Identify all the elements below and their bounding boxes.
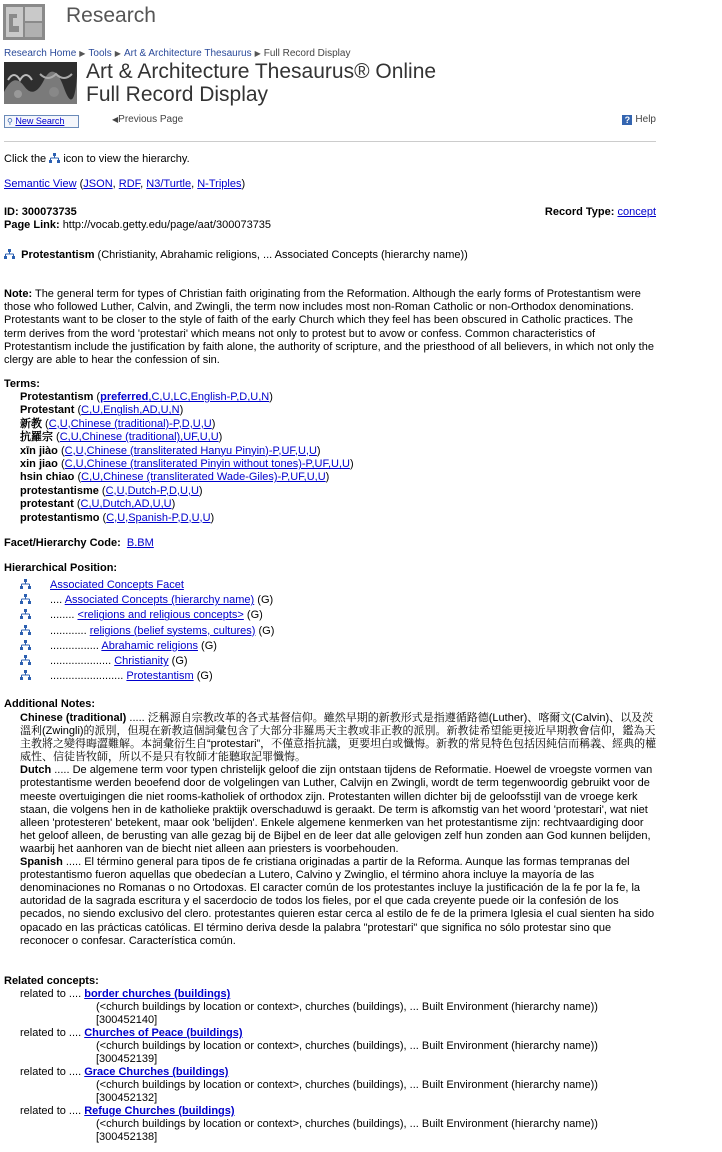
- page-link: Page Link: http://vocab.getty.edu/page/aat/300073735: [4, 219, 272, 231]
- record-id: ID: 300073735: [4, 206, 77, 218]
- guide-term-marker[interactable]: (G): [196, 670, 213, 683]
- term-name: xīn jiào: [20, 444, 58, 457]
- hierarchy-heading: Hierarchical Position:: [4, 562, 118, 574]
- new-search-button[interactable]: ⚲ New Search: [4, 115, 79, 128]
- term-flags-link[interactable]: preferred,C,U,LC,English-P,D,U,N: [100, 391, 270, 403]
- guide-term-marker[interactable]: (G): [257, 594, 274, 607]
- hierarchy-dots: ....: [50, 594, 65, 607]
- json-link[interactable]: JSON: [83, 178, 113, 190]
- hierarchy-link[interactable]: Associated Concepts Facet: [50, 579, 184, 591]
- related-context: (<church buildings by location or context>, churches (buildings), ... Built Environment (hierarchy name)) [300452139]: [96, 1040, 598, 1065]
- related-context: (<church buildings by location or context>, churches (buildings), ... Built Environment (hierarchy name)) [300452140]: [96, 1001, 598, 1026]
- related-link[interactable]: Refuge Churches (buildings): [84, 1105, 235, 1117]
- search-icon: ⚲: [7, 117, 13, 126]
- hierarchy-link[interactable]: Protestantism: [126, 670, 194, 683]
- term-name: protestantismo: [20, 511, 100, 524]
- additional-notes: [20, 712, 657, 948]
- breadcrumb-separator-icon: ▶: [114, 49, 121, 58]
- hierarchy-link[interactable]: Christianity: [114, 654, 169, 667]
- term-flags-link[interactable]: C,U,Chinese (transliterated Hanyu Pinyin)-P,UF,U,U: [64, 444, 317, 457]
- page-subtitle: Full Record Display: [86, 83, 269, 106]
- rdf-link[interactable]: RDF: [118, 178, 141, 190]
- term-row: protestant (C,U,Dutch,AD,U,U): [20, 498, 176, 511]
- hierarchy-dots: ....................: [50, 654, 115, 667]
- term-flags-link[interactable]: C,U,Chinese (traditional),UF,U,U: [59, 431, 219, 444]
- term-row: Protestantism (preferred,C,U,LC,English-P,D,U,N): [20, 391, 273, 403]
- facet-code-link[interactable]: B.BM: [126, 537, 154, 549]
- preferred-flag: preferred: [100, 391, 149, 403]
- term-row: 抗羅宗 (C,U,Chinese (traditional),UF,U,U): [20, 431, 223, 444]
- term-name: Protestant: [20, 404, 75, 417]
- term-flags-link[interactable]: C,U,Chinese (transliterated Wade-Giles)-P,UF,U,U: [81, 471, 326, 484]
- toolbar: [4, 114, 656, 130]
- related-row: [20, 1027, 657, 1040]
- hierarchy-icon[interactable]: [20, 594, 31, 605]
- guide-term-marker[interactable]: (G): [246, 609, 263, 622]
- record-type: Record Type: concept: [544, 206, 656, 218]
- note-language: Dutch: [20, 764, 52, 777]
- term-name: Protestantism: [20, 391, 94, 403]
- related-label: related to ....: [20, 1105, 82, 1117]
- hierarchy-link[interactable]: Associated Concepts (hierarchy name): [64, 594, 255, 607]
- hierarchy-link[interactable]: <religions and religious concepts>: [77, 609, 244, 622]
- hierarchy-icon[interactable]: [20, 625, 31, 636]
- previous-page-link[interactable]: ◀Previous Page: [112, 114, 184, 125]
- semantic-view: Semantic View (JSON, RDF, N3/Turtle, N-Triples): [4, 178, 246, 190]
- hierarchy-icon[interactable]: [20, 640, 31, 651]
- guide-term-marker[interactable]: (G): [171, 654, 188, 667]
- related-row: [20, 1105, 657, 1118]
- terms-list: [20, 391, 354, 525]
- term-flags-link[interactable]: C,U,English,AD,U,N: [81, 404, 180, 417]
- scope-note: Note: The general term for types of Christian faith originating from the Reformation. Although the early forms of Protestantism were those who followed Luther, Calvin, and Zwingli, the term now includes most non-Roman Catholic or non-Orthodox denominations. Protestants want to be closer to the style of faith of the early Church which they feel has been obscured in Catholic practices. The term derives from the word 'protestari' which means not only to protest but to avow or confess. Common characteristics of Protestantism include the justification by faith alone, the authority of scripture, and the priesthood of all believers, in which not only the clergy are able to hear the confession of sin.: [4, 288, 654, 367]
- term-name: 抗羅宗: [20, 431, 53, 444]
- additional-note: Chinese (traditional) ..... 泛稱源自宗教改革的各式基督信仰。雖然早期的新教形式是指遵循路德(Luther)、喀爾文(Calvin)、以及茨溫利(Zwingli)的派別，但現在新教這個詞彙包含了大部分非羅馬天主教或非正教的派別。新教徒希望能更接近早期教會信仰，鑑為天主教將之變得晦澀難解。本詞彙衍生自“protestari”，不僅意指抗議，更要坦白或懺悔。新教的常見特色包括因純信而稱義、經典的權威性、信徒皆牧師，所以不是只有牧師才能聽取記罪懺悔。: [20, 712, 657, 764]
- term-flags-link[interactable]: C,U,Spanish-P,D,U,U: [106, 511, 211, 524]
- semantic-view-link[interactable]: Semantic View: [4, 178, 77, 190]
- term-flags-link[interactable]: C,U,Dutch,AD,U,U: [80, 498, 172, 511]
- term-flags-link[interactable]: C,U,Chinese (transliterated Pinyin without tones)-P,UF,U,U: [64, 458, 350, 471]
- term-row: xin jiao (C,U,Chinese (transliterated Pinyin without tones)-P,UF,U,U): [20, 458, 354, 471]
- hierarchy-link[interactable]: religions (belief systems, cultures): [89, 624, 256, 637]
- hierarchy-icon[interactable]: [20, 655, 31, 666]
- hierarchy-icon: [49, 153, 60, 164]
- additional-note: Spanish ..... El término general para tipos de fe cristiana originadas a partir de la Reforma. Aunque las formas tempranas del protestantismo fueron aquellas que obedecían a Lutero, Calvino y Zwinglio, el término ahora incluye la mayoría de las denominaciones no Romanas o no Ortodoxas. El caracter común de los protestantes incluye la justificación de la fe por la fe, la autoridad de la sagrada escritura y el sacerdocio de todos los fieles, por el que cada creyente puede oir la confesión de los pecados, no siendo exclusivo del clero. protestantes quieren estar cerca al estilo de fe de la primera Iglesia el cual sienten ha sido opacado en las prácticas católicas. El término deriva desde la palabra "protestari" que significa no sólo protestar sino que reconocer o confesar. Característica común.: [20, 856, 655, 947]
- hierarchy-dots: ............: [50, 624, 90, 637]
- term-name: hsin chiao: [20, 471, 75, 484]
- related-link[interactable]: Churches of Peace (buildings): [84, 1027, 243, 1039]
- header-image: [4, 62, 77, 104]
- help-icon: ?: [622, 115, 632, 125]
- related-label: related to ....: [20, 1027, 82, 1039]
- hierarchy-dots: ........: [50, 609, 78, 622]
- note-text: El término general para tipos de fe cristiana originadas a partir de la Reforma. Aunque las formas tempranas del protestantismo fueron aquellas que obedecían a Lutero, Calvino y Zwinglio, el término ahora incluye la mayoría de las denominaciones no Romanas o no Ortodoxas. El caracter común de los protestantes incluye la justificación de la fe por la fe, la autoridad de la sagrada escritura y el sacerdocio de todos los fieles, por el que cada creyente puede oir la confesión de los pecados, no siendo exclusivo del clero. protestantes quieren estar cerca al estilo de fe de la primera Iglesia el cual sienten ha sido opacado en las prácticas católicas. El término deriva desde la palabra "protestari" que significa no sólo protestar sino que reconocer o confesar. Característica común.: [20, 856, 655, 947]
- guide-term-marker[interactable]: (G): [201, 639, 217, 652]
- hierarchy-dots: ........................: [50, 670, 127, 683]
- related-link[interactable]: border churches (buildings): [84, 988, 231, 1000]
- hierarchy-icon[interactable]: [20, 609, 31, 620]
- record-heading: Protestantism (Christianity, Abrahamic religions, ... Associated Concepts (hierarchy name)): [4, 249, 468, 261]
- related-label: related to ....: [20, 988, 82, 1000]
- term-flags-link[interactable]: C,U,Chinese (traditional)-P,D,U,U: [48, 417, 212, 430]
- related-row: [20, 1066, 657, 1079]
- hierarchy-link[interactable]: Abrahamic religions: [101, 639, 198, 652]
- breadcrumb: [4, 48, 350, 59]
- related-link[interactable]: Grace Churches (buildings): [84, 1066, 229, 1078]
- term-flags-link[interactable]: C,U,Dutch-P,D,U,U: [105, 484, 199, 497]
- site-name: Research: [66, 4, 156, 27]
- chevron-left-icon: ◀: [112, 115, 119, 124]
- breadcrumb-separator-icon: ▶: [254, 49, 261, 58]
- breadcrumb-aat[interactable]: Art & Architecture Thesaurus: [123, 48, 252, 59]
- related-label: related to ....: [20, 1066, 82, 1078]
- hierarchy-icon[interactable]: [20, 670, 31, 681]
- n-triples-link[interactable]: N-Triples: [197, 178, 242, 190]
- hierarchy-hint: Click the icon to view the hierarchy.: [4, 153, 190, 165]
- n3-turtle-link[interactable]: N3/Turtle: [146, 178, 192, 190]
- term-row: Protestant (C,U,English,AD,U,N): [20, 404, 184, 417]
- related-row: [20, 988, 657, 1001]
- related-concepts: [20, 988, 657, 1144]
- related-context: (<church buildings by location or context>, churches (buildings), ... Built Environment (hierarchy name)) [300452132]: [96, 1079, 598, 1104]
- breadcrumb-separator-icon: ▶: [79, 49, 86, 58]
- breadcrumb-research-home[interactable]: Research Home: [4, 48, 77, 59]
- page-title: Art & Architecture Thesaurus® Online: [86, 60, 437, 83]
- hierarchy-icon[interactable]: [4, 249, 15, 260]
- term-row: xīn jiào (C,U,Chinese (transliterated Hanyu Pinyin)-P,UF,U,U): [20, 444, 321, 457]
- record-type-link[interactable]: concept: [617, 206, 656, 218]
- term-row: protestantisme (C,U,Dutch-P,D,U,U): [20, 484, 203, 497]
- breadcrumb-tools[interactable]: Tools: [88, 48, 112, 59]
- term-name: protestant: [20, 498, 74, 511]
- note-language: Chinese (traditional): [20, 712, 127, 724]
- breadcrumb-current: Full Record Display: [263, 48, 351, 59]
- getty-logo[interactable]: [3, 4, 45, 40]
- help-link[interactable]: ? Help: [622, 114, 656, 125]
- additional-note: Dutch ..... De algemene term voor typen christelijk geloof die zijn ontstaan tijdens de Reformatie. Hoewel de vroegste vormen van protestantisme werden beoefend door de volgelingen van Luther, Calvijn en Zwingli, wordt de term tegenwoordig gebruikt voor de meeste overtuigingen die niet rooms-katholiek of orthodox zijn. Protestanten willen dichter bij de geloofsstijl van de vroege kerk staan, die volgens hen in de katholieke praktijk overschaduwd is geraakt. De term is afkomstig van het woord 'protestari', wat niet alleen 'protesteren' betekent, maar ook 'belijden'. Enkele algemene kenmerken van het protestantisme zijn: rechtvaardiging door het geloof alleen, de berusting van alle gezag bij de Bijbel en de leer dat alle gelovigen zelf hun zonden aan God kunnen belijden, waarbij het aanhoren van de biecht niet alleen aan priesters is voorbehouden.: [20, 764, 653, 855]
- additional-notes-heading: Additional Notes:: [4, 698, 96, 710]
- term-row: 新教 (C,U,Chinese (traditional)-P,D,U,U): [20, 417, 216, 430]
- divider: [4, 141, 656, 142]
- term-row: protestantismo (C,U,Spanish-P,D,U,U): [20, 511, 215, 524]
- hierarchy-icon[interactable]: [20, 579, 31, 590]
- term-row: hsin chiao (C,U,Chinese (transliterated Wade-Giles)-P,UF,U,U): [20, 471, 330, 484]
- note-language: Spanish: [20, 856, 63, 869]
- facet-code: Facet/Hierarchy Code: B.BM: [4, 537, 154, 549]
- terms-heading: Terms:: [4, 378, 40, 390]
- note-text: 泛稱源自宗教改革的各式基督信仰。雖然早期的新教形式是指遵循路德(Luther)、喀爾文(Calvin)、以及茨溫利(Zwingli)的派別，但現在新教這個詞彙包含了大部分非羅馬天主教或非正教的派別。新教徒希望能更接近早期教會信仰，鑑為天主教將之變得晦澀難解。本詞彙衍生自“protestari”，不僅意指抗議，更要坦白或懺悔。新教的常見特色包括因純信而稱義、經典的權威性、信徒皆牧師，所以不是只有牧師才能聽取記罪懺悔。: [20, 712, 657, 764]
- hierarchy-dots: ................: [50, 639, 102, 652]
- term-name: protestantisme: [20, 484, 99, 497]
- guide-term-marker[interactable]: (G): [258, 624, 275, 637]
- note-text: De algemene term voor typen christelijk geloof die zijn ontstaan tijdens de Reformatie. Hoewel de vroegste vormen van protestantisme werden beoefend door de volgelingen van Luther, Calvijn en Zwingli, wordt de term tegenwoordig gebruikt voor de meeste overtuigingen die niet rooms-katholiek of orthodox zijn. Protestanten willen dichter bij de geloofsstijl van de vroege kerk staan, die volgens hen in de katholieke praktijk overschaduwd is geraakt. De term is afkomstig van het woord 'protestari', wat niet alleen 'protesteren' betekent, maar ook 'belijden'. Enkele algemene kenmerken van het protestantisme zijn: rechtvaardiging door het geloof alleen, de berusting van alle gezag bij de Bijbel en de leer dat alle gelovigen zelf hun zonden aan God kunnen belijden, waarbij het aanhoren van de biecht niet alleen aan priesters is voorbehouden.: [20, 764, 653, 855]
- related-heading: Related concepts:: [4, 975, 99, 987]
- term-name: xin jiao: [20, 458, 58, 471]
- term-name: 新教: [20, 417, 42, 430]
- related-context: (<church buildings by location or context>, churches (buildings), ... Built Environment (hierarchy name)) [300452138]: [96, 1118, 598, 1143]
